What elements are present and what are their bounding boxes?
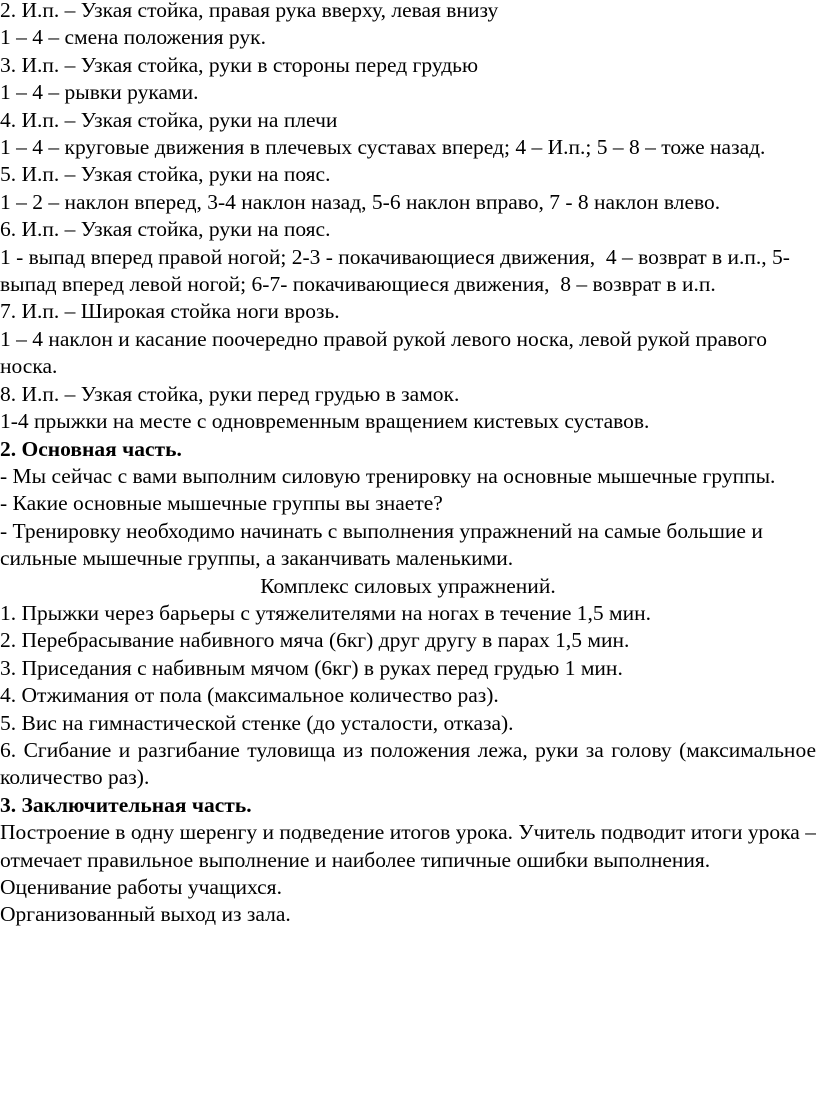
warmup-line: 1 – 4 – смена положения рук. [0,25,266,50]
warmup-line: 1 – 4 наклон и касание поочередно правой рукой левого носка, левой рукой правого носка. [0,326,773,379]
warmup-line: 5. И.п. – Узкая стойка, руки на пояс. [0,162,331,187]
exercise-item: 5. Вис на гимнастической стенке (до усталости, отказа). [0,710,514,735]
main-part-paragraph: - Какие основные мышечные группы вы знаете? [0,491,443,516]
final-part-heading: 3. Заключительная часть. [0,792,252,817]
main-part-section [0,436,816,792]
final-part-paragraph: Организованный выход из зала. [0,902,291,927]
warmup-line: 7. И.п. – Широкая стойка ноги врозь. [0,299,340,324]
warmup-line: 1-4 прыжки на месте с одновременным вращением кистевых суставов. [0,409,650,434]
warmup-line: 2. И.п. – Узкая стойка, правая рука вверху, левая внизу [0,0,499,22]
warmup-line: 1 – 2 – наклон вперед, 3-4 наклон назад, 5-6 наклон вправо, 7 - 8 наклон влево. [0,189,721,214]
exercise-item: 4. Отжимания от пола (максимальное количество раз). [0,683,499,708]
final-part-paragraph: Оценивание работы учащихся. [0,875,282,899]
main-part-paragraph: - Мы сейчас с вами выполним силовую тренировку на основные мышечные группы. [0,463,776,488]
main-part-heading: 2. Основная часть. [0,436,182,461]
final-part-section [0,792,816,929]
warmup-line: 6. И.п. – Узкая стойка, руки на пояс. [0,217,331,242]
warmup-line: 3. И.п. – Узкая стойка, руки в стороны перед грудью [0,52,479,77]
warmup-line: 1 - выпад вперед правой ногой; 2-3 - покачивающиеся движения, 4 – возврат в и.п., 5- выпад вперед левой ногой; 6-7- покачивающиеся движения, 8 – возврат в и.п. [0,244,796,297]
exercise-item: 1. Прыжки через барьеры с утяжелителями на ногах в течение 1,5 мин. [0,600,652,625]
complex-title: Комплекс силовых упражнений. [260,573,556,598]
warmup-line: 1 – 4 – рывки руками. [0,80,199,105]
exercise-item: 6. Сгибание и разгибание туловища из положения лежа, руки за голову (максимальное количество раз). [0,737,816,790]
exercise-item: 2. Перебрасывание набивного мяча (6кг) друг другу в парах 1,5 мин. [0,628,630,653]
warmup-line: 8. И.п. – Узкая стойка, руки перед грудью в замок. [0,381,460,406]
warmup-section [0,0,816,436]
warmup-line: 1 – 4 – круговые движения в плечевых суставах вперед; 4 – И.п.; 5 – 8 – тоже назад. [0,135,766,160]
warmup-line: 4. И.п. – Узкая стойка, руки на плечи [0,107,338,132]
exercise-item: 3. Приседания с набивным мячом (6кг) в руках перед грудью 1 мин. [0,655,623,680]
final-part-paragraph: Построение в одну шеренгу и подведение итогов урока. Учитель подводит итоги урока – отмечает правильное выполнение и наиболее типичные ошибки выполнения. [0,820,816,872]
main-part-paragraph: - Тренировку необходимо начинать с выполнения упражнений на самые большие и сильные мышечные группы, а заканчивать маленькими. [0,518,769,571]
